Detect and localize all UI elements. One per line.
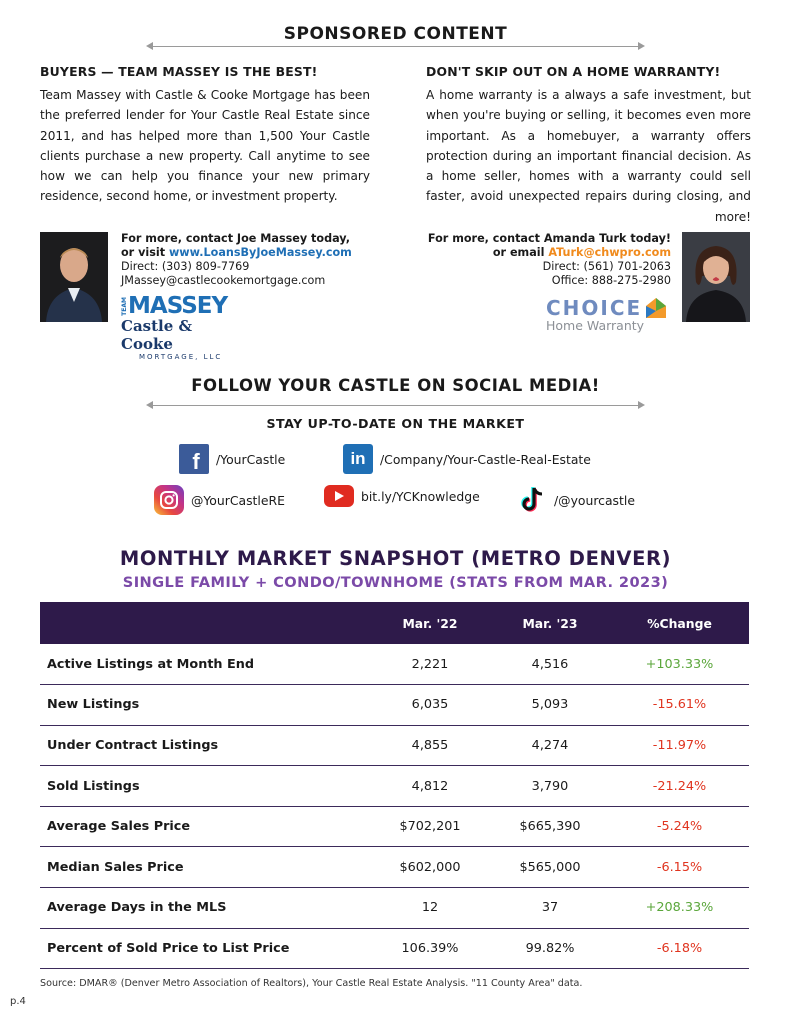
logo-choice-text: CHOICE	[546, 296, 643, 320]
logo-team-text: TEAM	[121, 296, 128, 316]
row-mar-22-value: 2,221	[370, 644, 490, 685]
choice-home-warranty-logo	[546, 296, 676, 338]
row-mar-22-value: 6,035	[370, 685, 490, 726]
right-contact	[428, 232, 671, 288]
youtube-icon	[324, 485, 354, 507]
loans-website-link[interactable]: www.LoansByJoeMassey.com	[168, 246, 352, 259]
tiktok-icon	[517, 485, 547, 515]
row-mar-23-value: 99.82%	[490, 928, 610, 969]
youtube-link[interactable]	[324, 485, 480, 507]
market-snapshot-table	[40, 602, 749, 969]
social-subheading: STAY UP-TO-DATE ON THE MARKET	[266, 416, 525, 431]
row-mar-23-value: 37	[490, 888, 610, 929]
right-direct-phone: Direct: (561) 701-2063	[542, 260, 671, 273]
row-label: Average Sales Price	[40, 806, 370, 847]
row-change-value: -11.97%	[610, 725, 749, 766]
row-mar-22-value: $702,201	[370, 806, 490, 847]
table-row	[40, 847, 749, 888]
left-contact-prefix: or visit	[121, 246, 169, 259]
snapshot-title: MONTHLY MARKET SNAPSHOT (METRO DENVER)	[119, 547, 672, 570]
sponsored-divider	[152, 46, 639, 47]
left-direct-phone: Direct: (303) 809-7769	[121, 260, 250, 273]
joe-massey-photo	[40, 232, 108, 322]
row-mar-22-value: 106.39%	[370, 928, 490, 969]
left-ad-title: BUYERS — TEAM MASSEY IS THE BEST!	[40, 64, 318, 79]
instagram-link[interactable]	[154, 485, 285, 515]
row-mar-22-value: 4,812	[370, 766, 490, 807]
row-label: New Listings	[40, 685, 370, 726]
row-mar-23-value: $665,390	[490, 806, 610, 847]
table-row	[40, 725, 749, 766]
left-ad-body: Team Massey with Castle & Cooke Mortgage has been the preferred lender for Your Castle Real Estate since 2011, and has helped more than 1,500 Your Castle clients purchase a new property. Call anytime to see how we can help you finance your new primary residence, second home, or investment property.	[40, 88, 370, 204]
row-mar-23-value: 3,790	[490, 766, 610, 807]
table-row	[40, 888, 749, 929]
left-contact-line1: For more, contact Joe Massey today,	[121, 232, 350, 245]
instagram-handle: @YourCastleRE	[191, 492, 285, 508]
amanda-turk-photo	[682, 232, 750, 322]
row-change-value: -6.15%	[610, 847, 749, 888]
table-row	[40, 644, 749, 685]
tiktok-link[interactable]	[517, 485, 635, 515]
right-ad-body: A home warranty is a always a safe investment, but when you're buying or selling, it becomes even more important. As a homebuyer, a warranty offers protection during an important financial decision. As a home seller, homes with a warranty could sell faster, avoid unexpected repairs during closing, and more!	[426, 88, 751, 224]
right-column	[426, 64, 751, 227]
row-label: Under Contract Listings	[40, 725, 370, 766]
right-contact-line2	[428, 246, 671, 260]
row-change-value: +103.33%	[610, 644, 749, 685]
header-change: %Change	[610, 602, 749, 644]
logo-massey-text: MASSEY	[128, 293, 228, 319]
row-label: Median Sales Price	[40, 847, 370, 888]
sponsored-heading: SPONSORED CONTENT	[283, 24, 508, 44]
logo-hw-text: Home Warranty	[546, 318, 645, 333]
linkedin-link[interactable]	[343, 444, 591, 474]
table-row	[40, 685, 749, 726]
row-change-value: -6.18%	[610, 928, 749, 969]
social-heading: FOLLOW YOUR CASTLE ON SOCIAL MEDIA!	[191, 376, 600, 395]
right-contact-line1: For more, contact Amanda Turk today!	[427, 232, 671, 245]
right-office-phone: Office: 888-275-2980	[551, 274, 671, 287]
header-mar-22: Mar. '22	[370, 602, 490, 644]
row-mar-22-value: 4,855	[370, 725, 490, 766]
row-label: Percent of Sold Price to List Price	[40, 928, 370, 969]
left-email: JMassey@castlecookemortgage.com	[121, 274, 326, 287]
header-mar-23: Mar. '23	[490, 602, 610, 644]
row-label: Active Listings at Month End	[40, 644, 370, 685]
choice-house-icon	[645, 297, 667, 319]
logo-mortgage-text: MORTGAGE, LLC	[139, 353, 223, 361]
source-note: Source: DMAR® (Denver Metro Association of Realtors), Your Castle Real Estate Analysis. "11 County Area" data.	[40, 978, 583, 989]
header-metric	[40, 602, 370, 644]
left-contact	[121, 232, 352, 288]
aturk-email-link[interactable]: ATurk@chwpro.com	[548, 246, 671, 259]
row-change-value: -5.24%	[610, 806, 749, 847]
facebook-icon: f	[179, 444, 209, 474]
tiktok-handle: /@yourcastle	[554, 492, 635, 508]
right-ad-title: DON'T SKIP OUT ON A HOME WARRANTY!	[426, 64, 721, 79]
snapshot-subtitle: SINGLE FAMILY + CONDO/TOWNHOME (STATS FROM MAR. 2023)	[122, 574, 669, 591]
facebook-handle: /YourCastle	[216, 451, 286, 467]
linkedin-handle: /Company/Your-Castle-Real-Estate	[380, 451, 591, 467]
row-label: Sold Listings	[40, 766, 370, 807]
table-row	[40, 928, 749, 969]
table-row	[40, 806, 749, 847]
row-mar-23-value: 5,093	[490, 685, 610, 726]
logo-castle-text: Castle & Cooke	[121, 317, 193, 353]
row-mar-23-value: 4,516	[490, 644, 610, 685]
row-mar-22-value: 12	[370, 888, 490, 929]
row-change-value: -21.24%	[610, 766, 749, 807]
left-column	[40, 64, 370, 207]
linkedin-icon: in	[343, 444, 373, 474]
row-change-value: -15.61%	[610, 685, 749, 726]
table-header-row	[40, 602, 749, 644]
instagram-icon	[154, 485, 184, 515]
row-change-value: +208.33%	[610, 888, 749, 929]
row-mar-23-value: $565,000	[490, 847, 610, 888]
table-row	[40, 766, 749, 807]
row-mar-22-value: $602,000	[370, 847, 490, 888]
page-number: p.4	[10, 996, 26, 1007]
facebook-link[interactable]	[179, 444, 285, 474]
youtube-handle: bit.ly/YCKnowledge	[361, 488, 480, 504]
social-divider	[152, 405, 639, 406]
left-contact-line2	[121, 246, 352, 260]
row-label: Average Days in the MLS	[40, 888, 370, 929]
row-mar-23-value: 4,274	[490, 725, 610, 766]
team-massey-logo	[121, 293, 241, 361]
right-contact-prefix: or email	[492, 246, 549, 259]
